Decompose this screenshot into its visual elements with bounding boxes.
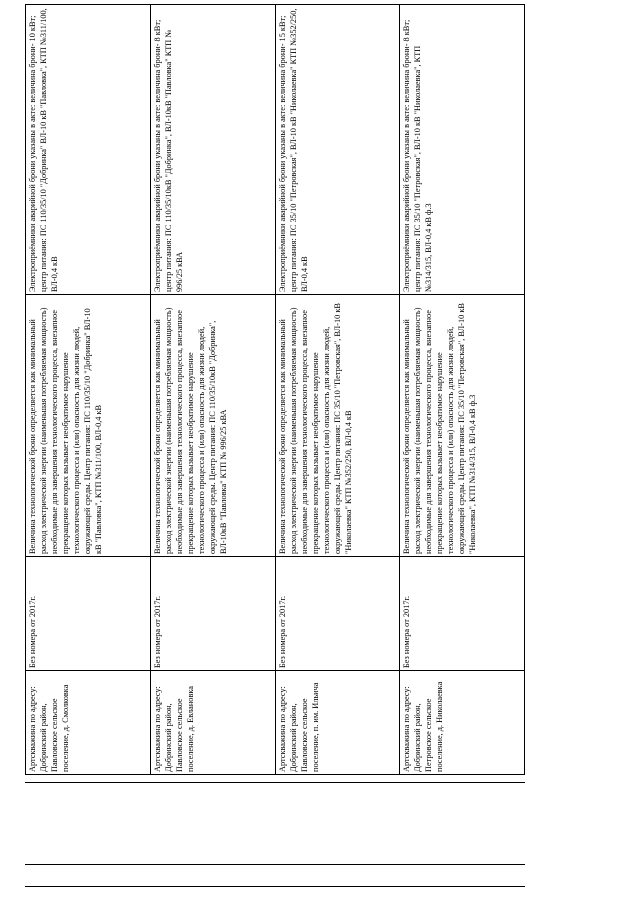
separator-line (25, 886, 525, 887)
table-row (26, 5, 151, 775)
document-number-cell: Без номера от 2017г. (26, 557, 151, 671)
technological-reserve-cell: Величина технологической брони определяется как минимальный расход электрической энергии (наименьшая потребляемая мощность) необходимые для завершения технологического процесса, внезапное прекращение которых вызывает необратимое нарушение технологического процесса и (или) опасность для жизни людей, окружающей среды. Центр питания: ПС 35/10 "Петровская", ВЛ-10 кВ "Николаевка", КТП №314/315, ВЛ-0,4 кВ ф.3 (400, 295, 525, 557)
emergency-reserve-cell: Электроприёмники аварийной брони указаны в акте: величина брони- 8 кВт; центр питания: ПС 110/35/10кВ "Добринка", ВЛ-10кВ "Павловка" КТП № 996/25 кВА (150, 5, 275, 295)
emergency-reserve-table (25, 4, 525, 775)
address-cell: Артскважина по адресу: Добринский район, Павловское сельское поселение, д. Смолковка (26, 671, 151, 775)
document-number-cell: Без номера от 2017г. (150, 557, 275, 671)
address-cell: Артскважина по адресу: Добринский район, Павловское сельское поселение, п. им. Ильича (275, 671, 400, 775)
technological-reserve-cell: Величина технологической брони определяется как минимальный расход электрической энергии (наименьшая потребляемая мощность) необходимые для завершения технологического процесса, внезапное прекращение которых вызывает необратимое нарушение технологического процесса и (или) опасность для жизни людей, окружающей среды. Центр питания: ПС 110/35/10 "Добринка" ВЛ-10 кВ "Павловка", КТП №311/100, ВЛ-0,4 кВ (26, 295, 151, 557)
rotated-table-wrapper (25, 5, 525, 775)
table-row (275, 5, 400, 775)
separator-line (25, 782, 525, 783)
table-row (150, 5, 275, 775)
technological-reserve-cell: Величина технологической брони определяется как минимальный расход электрической энергии (наименьшая потребляемая мощность) необходимые для завершения технологического процесса, внезапное прекращение которых вызывает необратимое нарушение технологического процесса и (или) опасность для жизни людей, окружающей среды. Центр питания: ПС 35/10 "Петровская", ВЛ-10 кВ "Николаевка" КТП №352/250, ВЛ-0,4 кВ (275, 295, 400, 557)
technological-reserve-cell: Величина технологической брони определяется как минимальный расход электрической энергии (наименьшая потребляемая мощность) необходимые для завершения технологического процесса, внезапное прекращение которых вызывает необратимое нарушение технологического процесса и (или) опасность для жизни людей, окружающей среды. Центр питания: ПС 110/35/10кВ "Добринка", ВЛ-10кВ "Павловка" КТП № 996/25 кВА (150, 295, 275, 557)
emergency-reserve-cell: Электроприёмники аварийной брони указаны в акте: величина брони- 8 кВт; центр питания: ПС 35/10 "Петровская", ВЛ-10 кВ "Николаевка", КТП №314/315, ВЛ-0,4 кВ ф.3 (400, 5, 525, 295)
address-cell: Артскважина по адресу: Добринский район, Павловское сельское поселение, д. Евлановка (150, 671, 275, 775)
table-row (400, 5, 525, 775)
emergency-reserve-cell: Электроприёмники аварийной брони указаны в акте: величина брони- 10 кВт; центр питания: ПС 110/35/10 "Добринка" ВЛ-10 кВ "Павловка", КТП №311/100, ВЛ-0,4 кВ (26, 5, 151, 295)
emergency-reserve-cell: Электроприёмники аварийной брони указаны в акте: величина брони- 15 кВт; центр питания: ПС 35/10 "Петровская", ВЛ-10 кВ "Николаевка" КТП №352/250, ВЛ-0,4 кВ (275, 5, 400, 295)
document-number-cell: Без номера от 2017г. (400, 557, 525, 671)
address-cell: Артскважина по адресу: Добринский район, Петровское сельское поселение, д. Николаевка (400, 671, 525, 775)
document-number-cell: Без номера от 2017г. (275, 557, 400, 671)
separator-line (25, 864, 525, 865)
